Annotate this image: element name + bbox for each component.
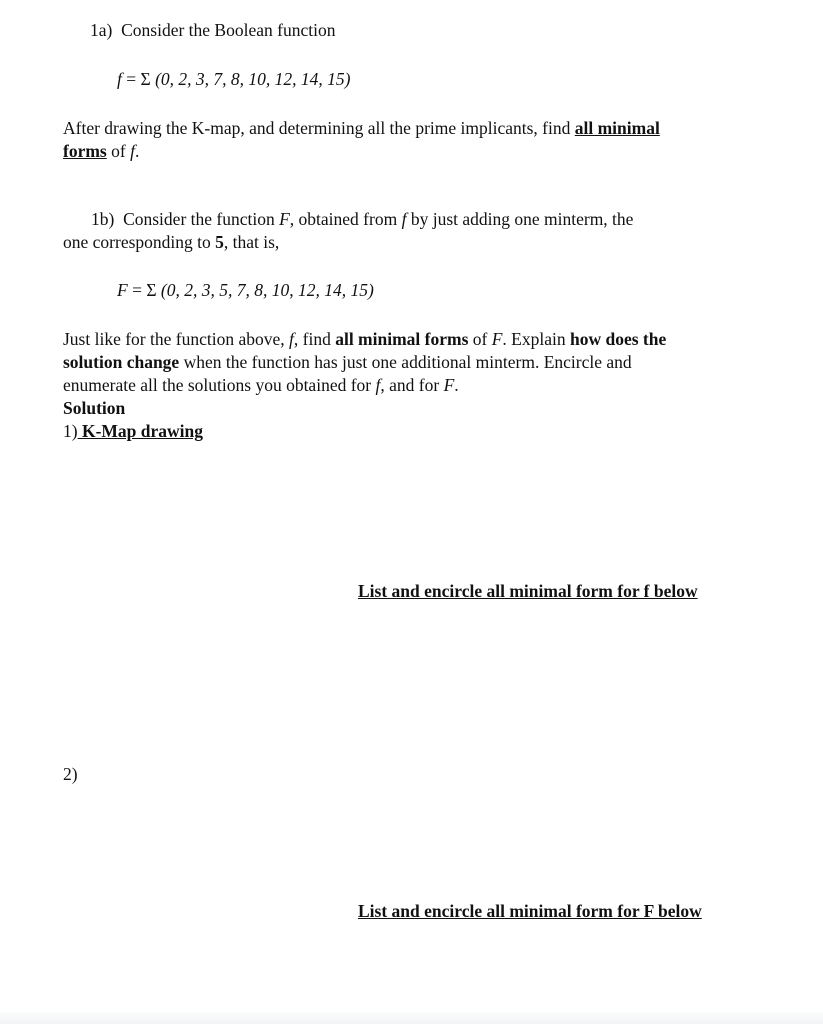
q1b-task-var-2: F (491, 329, 503, 349)
q1a-task-end: . (134, 141, 140, 161)
q1b-minterm: 5 (215, 232, 224, 252)
formula-minterms: (0, 2, 3, 7, 8, 10, 12, 14, 15) (150, 69, 351, 89)
list-f-heading: List and encircle all minimal form for f below (358, 581, 698, 601)
q1a-formula (117, 68, 350, 91)
q1b-task-var-3: f (375, 375, 381, 395)
page-bottom-edge (0, 1012, 823, 1024)
q1a-task-bold: all minimal (574, 118, 660, 138)
q1a-task-text-2: of (106, 141, 131, 161)
q1b-text-2: , obtained from (289, 209, 402, 229)
q1b-text-3: by just adding one minterm, the (406, 209, 634, 229)
q1b-intro (63, 208, 753, 254)
q1a-heading (90, 19, 335, 42)
q1b-task-text-5: when the function has just one additional minterm. Encircle and (179, 352, 632, 372)
formula-lhs: F (117, 280, 128, 300)
q1b-text: Consider the function (123, 209, 280, 229)
q1b-text-5: , that is, (223, 232, 280, 252)
q1b-label: 1b) (91, 209, 115, 229)
q1b-task-text-3: of (468, 329, 492, 349)
q1b-task-text-8: . (454, 375, 459, 395)
q1b-var-f: f (401, 209, 407, 229)
q1a-task (63, 117, 753, 163)
sigma-symbol: Σ (146, 280, 157, 300)
q1b-text-4: one corresponding to (63, 232, 216, 252)
solution-heading: Solution (63, 398, 126, 418)
q1a-intro: Consider the Boolean function (121, 20, 336, 40)
q1b-task-text-6: enumerate all the solutions you obtained for (63, 375, 376, 395)
formula-lhs: f (117, 69, 122, 89)
q1b-task-text: Just like for the function above, (63, 329, 289, 349)
q1b-task-bold-3: solution change (63, 352, 180, 372)
q1b-var-F: F (279, 209, 290, 229)
q1a-task-var: f (130, 141, 135, 161)
q1b-task-text-2: , find (293, 329, 336, 349)
q1b-task-bold-2: how does the (569, 329, 667, 349)
q1a-task-bold-2: forms (63, 141, 107, 161)
step2-number: 2) (63, 764, 78, 784)
step1-number: 1) (63, 421, 78, 441)
q1b-task-bold: all minimal forms (335, 329, 469, 349)
formula-eq: = (121, 69, 141, 89)
q1a-label: 1a) (90, 20, 113, 40)
q1b-task-text-4: . Explain (502, 329, 570, 349)
list-F-heading: List and encircle all minimal form for F below (358, 901, 702, 921)
step1-title: K-Map drawing (77, 421, 204, 441)
q1b-task (63, 328, 753, 397)
formula-minterms: (0, 2, 3, 5, 7, 8, 10, 12, 14, 15) (156, 280, 374, 300)
q1b-task-var: f (289, 329, 294, 349)
q1b-task-text-7: , and for (380, 375, 444, 395)
q1b-formula (117, 279, 374, 302)
sigma-symbol: Σ (140, 69, 151, 89)
formula-eq: = (127, 280, 147, 300)
step1-heading (63, 420, 203, 443)
q1b-task-var-4: F (443, 375, 455, 395)
q1a-task-text: After drawing the K-map, and determining all the prime implicants, find (63, 118, 575, 138)
